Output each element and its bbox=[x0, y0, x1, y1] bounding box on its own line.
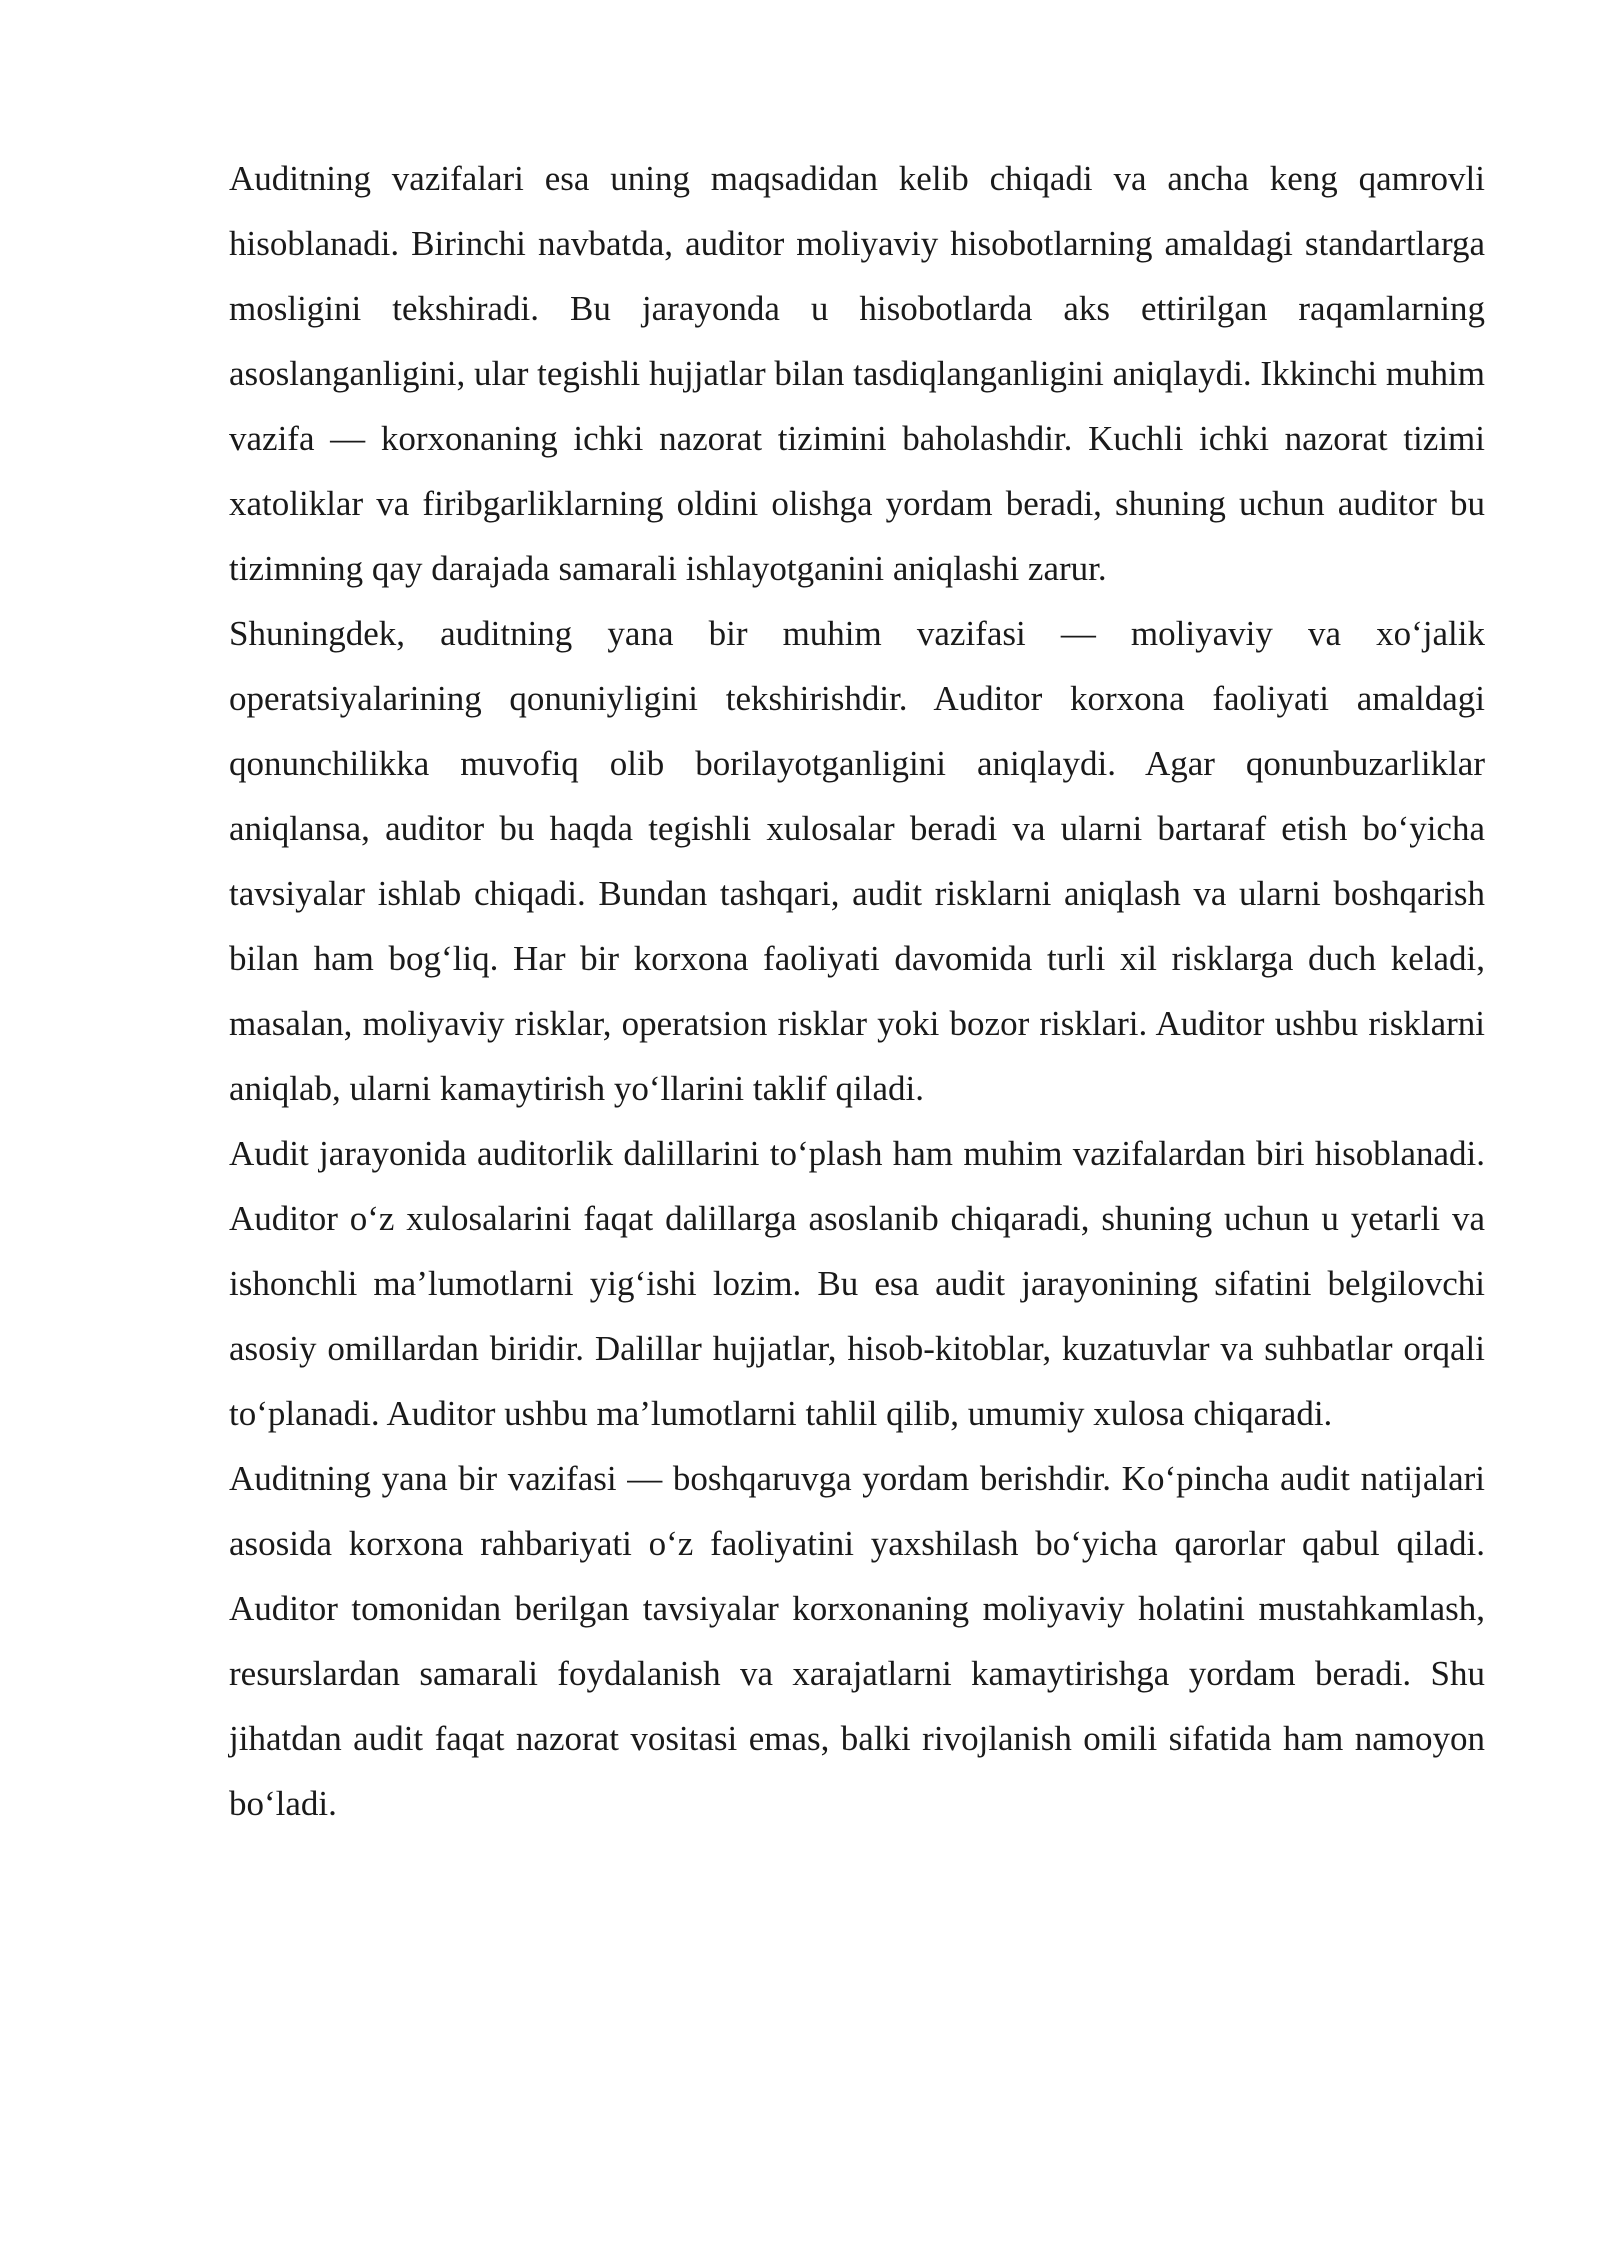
paragraph-4: Auditning yana bir vazifasi — boshqaruvga yordam berishdir. Ko‘pincha audit natijalari asosida korxona rahbariyati o‘z faoliyatini yaxshilash bo‘yicha qarorlar qabul qiladi. Auditor tomonidan berilgan tavsiyalar korxonaning moliyaviy holatini mustahkamlash, resurslardan samarali foydalanish va xarajatlarni kamaytirishga yordam beradi. Shu jihatdan audit faqat nazorat vositasi emas, balki rivojlanish omili sifatida ham namoyon bo‘ladi. bbox=[229, 1459, 1485, 1823]
paragraph-1: Auditning vazifalari esa uning maqsadidan kelib chiqadi va ancha keng qamrovli hisoblanadi. Birinchi navbatda, auditor moliyaviy hisobotlarning amaldagi standartlarga mosligini tekshiradi. Bu jarayonda u hisobotlarda aks ettirilgan raqamlarning asoslanganligini, ular tegishli hujjatlar bilan tasdiqlanganligini aniqlaydi. Ikkinchi muhim vazifa — korxonaning ichki nazorat tizimini baholashdir. Kuchli ichki nazorat tizimi xatoliklar va firibgarliklarning oldini olishga yordam beradi, shuning uchun auditor bu tizimning qay darajada samarali ishlayotganini aniqlashi zarur. bbox=[229, 159, 1485, 588]
document-body bbox=[229, 146, 1485, 1836]
paragraph-3: Audit jarayonida auditorlik dalillarini to‘plash ham muhim vazifalardan biri hisoblanadi. Auditor o‘z xulosalarini faqat dalillarga asoslanib chiqaradi, shuning uchun u yetarli va ishonchli ma’lumotlarni yig‘ishi lozim. Bu esa audit jarayonining sifatini belgilovchi asosiy omillardan biridir. Dalillar hujjatlar, hisob-kitoblar, kuzatuvlar va suhbatlar orqali to‘planadi. Auditor ushbu ma’lumotlarni tahlil qilib, umumiy xulosa chiqaradi. bbox=[229, 1134, 1485, 1433]
paragraph-2: Shuningdek, auditning yana bir muhim vazifasi — moliyaviy va xo‘jalik operatsiyalarining qonuniyligini tekshirishdir. Auditor korxona faoliyati amaldagi qonunchilikka muvofiq olib borilayotganligini aniqlaydi. Agar qonunbuzarliklar aniqlansa, auditor bu haqda tegishli xulosalar beradi va ularni bartaraf etish bo‘yicha tavsiyalar ishlab chiqadi. Bundan tashqari, audit risklarni aniqlash va ularni boshqarish bilan ham bog‘liq. Har bir korxona faoliyati davomida turli xil risklarga duch keladi, masalan, moliyaviy risklar, operatsion risklar yoki bozor risklari. Auditor ushbu risklarni aniqlab, ularni kamaytirish yo‘llarini taklif qiladi. bbox=[229, 614, 1485, 1108]
